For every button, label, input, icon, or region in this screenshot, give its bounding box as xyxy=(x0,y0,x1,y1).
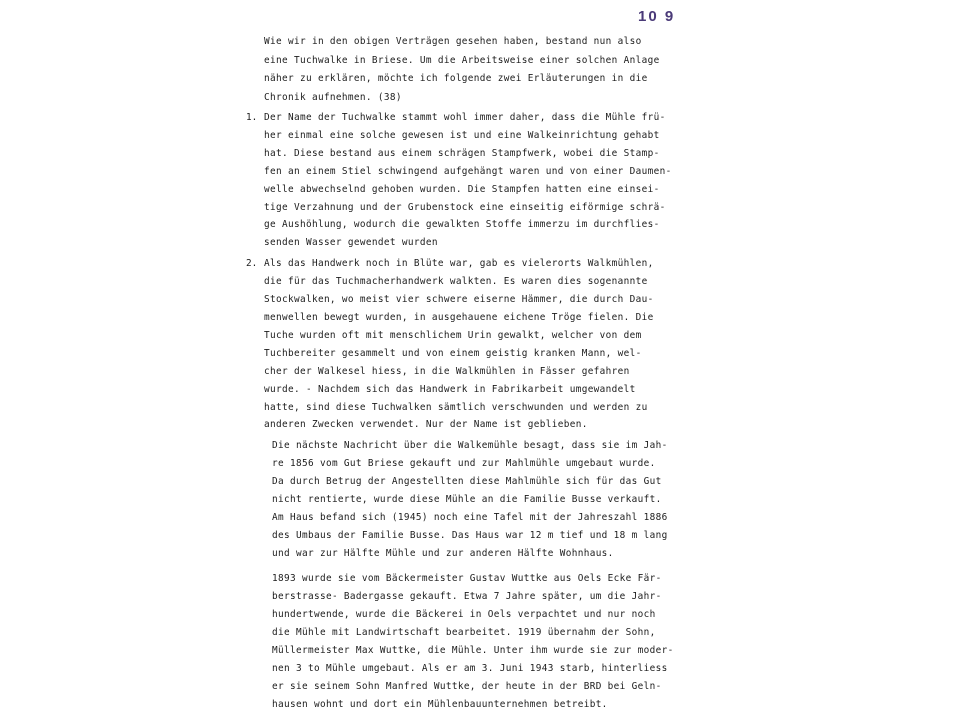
paragraph3-line: Am Haus befand sich (1945) noch eine Tafel mit der Jahreszahl 1886 xyxy=(272,512,668,523)
item2-line: cher der Walkesel hiess, in die Walkmühlen in Fässer gefahren xyxy=(264,366,630,377)
item2-line: Tuche wurden oft mit menschlichem Urin gewalkt, welcher von dem xyxy=(264,330,642,341)
paragraph4-line: 1893 wurde sie vom Bäckermeister Gustav Wuttke aus Oels Ecke Fär- xyxy=(272,573,662,584)
paragraph4-line: hausen wohnt und dort ein Mühlenbauunternehmen betreibt. xyxy=(272,699,608,710)
paragraph3-line: des Umbaus der Familie Busse. Das Haus war 12 m tief und 18 m lang xyxy=(272,530,668,541)
item1-line: ge Aushöhlung, wodurch die gewalkten Stoffe immerzu im durchflies- xyxy=(264,219,660,230)
paragraph4-line: Müllermeister Max Wuttke, die Mühle. Unter ihm wurde sie zur moder- xyxy=(272,645,674,656)
item1-line: senden Wasser gewendet wurden xyxy=(264,237,438,248)
paragraph3-line: nicht rentierte, wurde diese Mühle an die Familie Busse verkauft. xyxy=(272,494,662,505)
intro-line: näher zu erklären, möchte ich folgende zwei Erläuterungen in die xyxy=(264,73,648,84)
paragraph3-line: Da durch Betrug der Angestellten diese Mahlmühle sich für das Gut xyxy=(272,476,662,487)
paragraph3-line: und war zur Hälfte Mühle und zur anderen Hälfte Wohnhaus. xyxy=(272,548,614,559)
item2-line: Tuchbereiter gesammelt und von einem geistig kranken Mann, wel- xyxy=(264,348,642,359)
item1-line: tige Verzahnung und der Grubenstock eine einseitig eiförmige schrä- xyxy=(264,202,666,213)
item2-line: Als das Handwerk noch in Blüte war, gab es vielerorts Walkmühlen, xyxy=(264,258,654,269)
paragraph4-line: die Mühle mit Landwirtschaft bearbeitet. 1919 übernahm der Sohn, xyxy=(272,627,656,638)
item2-line: menwellen bewegt wurden, in ausgehauene eichene Tröge fielen. Die xyxy=(264,312,654,323)
document-page xyxy=(224,0,724,720)
paragraph4-line: nen 3 to Mühle umgebaut. Als er am 3. Juni 1943 starb, hinterliess xyxy=(272,663,668,674)
paragraph4-line: berstrasse- Badergasse gekauft. Etwa 7 Jahre später, um die Jahr- xyxy=(272,591,662,602)
paragraph4-line: er sie seinem Sohn Manfred Wuttke, der heute in der BRD bei Geln- xyxy=(272,681,662,692)
item1-line: her einmal eine solche gewesen ist und eine Walkeinrichtung gehabt xyxy=(264,130,660,141)
item1-line: welle abwechselnd gehoben wurden. Die Stampfen hatten eine einsei- xyxy=(264,184,660,195)
list-number: 2. xyxy=(246,258,258,269)
paragraph3-line: Die nächste Nachricht über die Walkemühle besagt, dass sie im Jah- xyxy=(272,440,668,451)
item2-line: anderen Zwecken verwendet. Nur der Name ist geblieben. xyxy=(264,419,588,430)
intro-line: Wie wir in den obigen Verträgen gesehen haben, bestand nun also xyxy=(264,36,642,47)
item1-line: fen an einem Stiel schwingend aufgehängt waren und von einer Daumen- xyxy=(264,166,672,177)
paragraph4-line: hundertwende, wurde die Bäckerei in Oels verpachtet und nur noch xyxy=(272,609,656,620)
intro-line: eine Tuchwalke in Briese. Um die Arbeitsweise einer solchen Anlage xyxy=(264,55,660,66)
item2-line: die für das Tuchmacherhandwerk walkten. Es waren dies sogenannte xyxy=(264,276,648,287)
page-number: 10 9 xyxy=(638,8,676,25)
item2-line: wurde. - Nachdem sich das Handwerk in Fabrikarbeit umgewandelt xyxy=(264,384,636,395)
item1-line: hat. Diese bestand aus einem schrägen Stampfwerk, wobei die Stamp- xyxy=(264,148,660,159)
item2-line: hatte, sind diese Tuchwalken sämtlich verschwunden und werden zu xyxy=(264,402,648,413)
item1-line: Der Name der Tuchwalke stammt wohl immer daher, dass die Mühle frü- xyxy=(264,112,666,123)
paragraph3-line: re 1856 vom Gut Briese gekauft und zur Mahlmühle umgebaut wurde. xyxy=(272,458,656,469)
intro-line: Chronik aufnehmen. (38) xyxy=(264,92,402,103)
item2-line: Stockwalken, wo meist vier schwere eiserne Hämmer, die durch Dau- xyxy=(264,294,654,305)
list-number: 1. xyxy=(246,112,258,123)
